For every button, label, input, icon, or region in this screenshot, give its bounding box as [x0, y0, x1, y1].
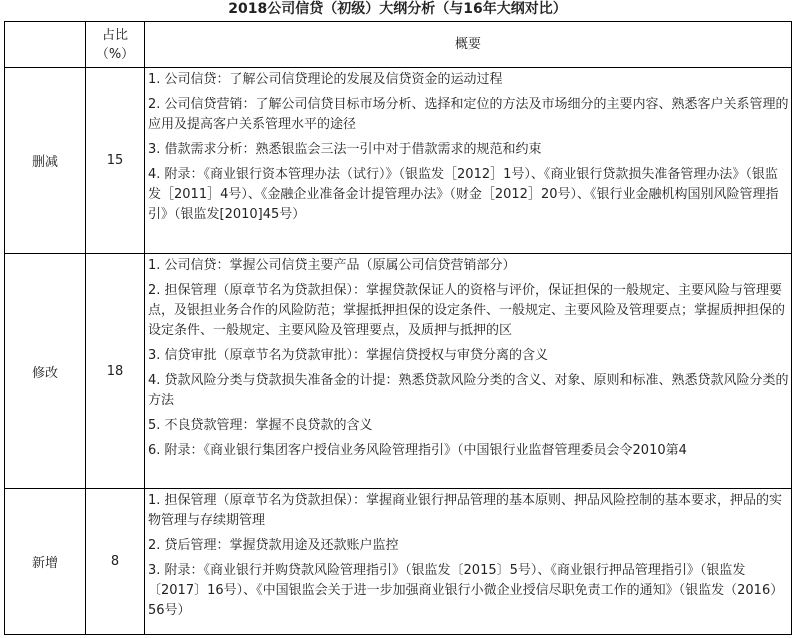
table-row-modified: [5, 254, 792, 489]
percent-cell: 15: [86, 68, 145, 254]
table-row-added: [5, 489, 792, 635]
summary-item: 1. 公司信贷：掌握公司信贷主要产品（原属公司信贷营销部分）: [148, 258, 516, 273]
table-header-row: [5, 22, 792, 68]
category-cell: 删减: [5, 68, 86, 254]
category-cell: 修改: [5, 254, 86, 489]
header-category-cell: [5, 22, 86, 68]
summary-item: 5. 不良贷款管理：掌握不良贷款的含义: [148, 418, 373, 433]
summary-cell: [145, 254, 792, 489]
outline-comparison-table: [4, 21, 792, 635]
page-title: 2018公司信贷（初级）大纲分析（与16年大纲对比）: [228, 1, 567, 17]
summary-item: 4. 附录：《商业银行资本管理办法（试行）》（银监发［2012］1号）、《商业银行贷款损失准备管理办法》（银监发［2011］4号）、《金融企业准备金计提管理办法》（财金［2012］20号）、《银行业金融机构国别风险管理指引》（银监发[2010]45号）: [148, 167, 779, 222]
summary-item: 1. 担保管理（原章节名为贷款担保）：掌握商业银行押品管理的基本原则、押品风险控制的基本要求，押品的实物管理与存续期管理: [148, 493, 783, 528]
percent-cell: 8: [86, 489, 145, 635]
summary-item: 3. 信贷审批（原章节名为贷款审批）：掌握信贷授权与审贷分离的含义: [148, 348, 549, 363]
category-cell: 新增: [5, 489, 86, 635]
table-row-deleted: [5, 68, 792, 254]
summary-item: 6. 附录：《商业银行集团客户授信业务风险管理指引》（中国银行业监督管理委员会令2010第4: [148, 443, 687, 458]
summary-item: 2. 贷后管理：掌握贷款用途及还款账户监控: [148, 538, 399, 553]
header-percent-cell: [86, 22, 145, 68]
summary-item: 2. 担保管理（原章节名为贷款担保）：掌握贷款保证人的资格与评价，保证担保的一般规定、主要风险与管理要点，及银担业务合作的风险防范；掌握抵押担保的设定条件、一般规定、主要风险及管理要点；掌握质押担保的设定条件、一般规定、主要风险及管理要点，及质押与抵押的区: [148, 283, 786, 338]
summary-item: 4. 贷款风险分类与贷款损失准备金的计提：熟悉贷款风险分类的含义、对象、原则和标准、熟悉贷款风险分类的方法: [148, 373, 789, 408]
header-percent-unit: （%）: [95, 46, 135, 62]
summary-item: 1. 公司信贷：了解公司信贷理论的发展及信贷资金的运动过程: [148, 72, 503, 87]
header-summary-cell: 概要: [145, 22, 792, 68]
summary-cell: [145, 489, 792, 635]
percent-cell: 18: [86, 254, 145, 489]
header-percent-label: 占比: [101, 27, 128, 43]
summary-item: 3. 附录：《商业银行并购贷款风险管理指引》（银监发〔2015〕5号）、《商业银行押品管理指引》（银监发〔2017〕16号）、《中国银监会关于进一步加强商业银行小微企业授信尽职免责工作的通知》（银监发（2016）56号）: [148, 563, 784, 618]
summary-cell: [145, 68, 792, 254]
summary-item: 2. 公司信贷营销：了解公司信贷目标市场分析、选择和定位的方法及市场细分的主要内容、熟悉客户关系管理的应用及提高客户关系管理水平的途径: [148, 97, 789, 132]
summary-item: 3. 借款需求分析：熟悉银监会三法一引中对于借款需求的规范和约束: [148, 142, 542, 157]
